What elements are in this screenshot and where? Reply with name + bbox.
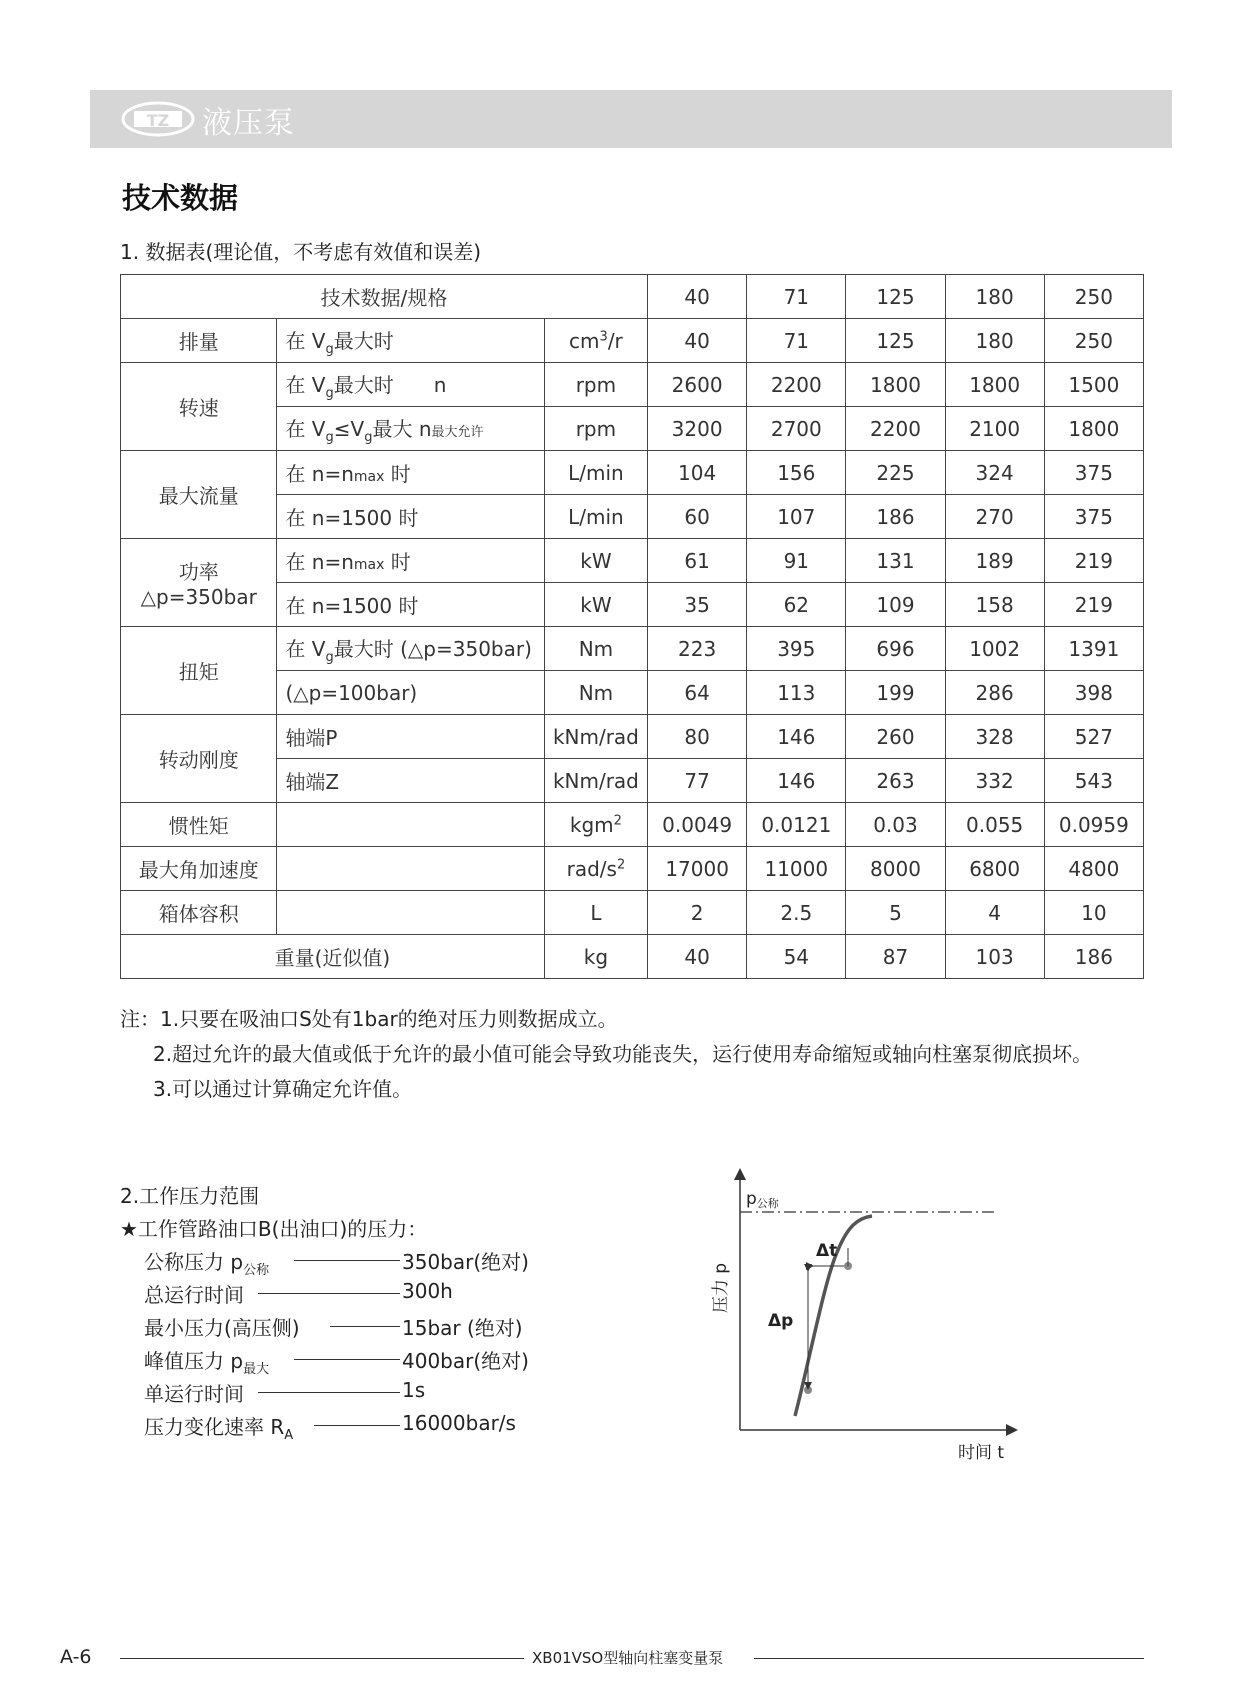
value-cell: 35 [648,583,747,627]
value-cell: 40 [648,319,747,363]
value-cell: 696 [846,627,945,671]
param-peak-pressure: 峰值压力 $p_{最大}$ 400bar(绝对) [144,1349,529,1377]
group-label: 功率 △p=350bar [121,539,277,627]
condition-cell: 在 n=nmax 时 [277,451,544,495]
value-cell: 2700 [747,407,846,451]
table-header-row [121,275,1144,319]
x-axis-label: 时间 t [958,1443,1005,1463]
value-cell: 6800 [945,847,1044,891]
value-cell: 270 [945,495,1044,539]
delta-p-label: Δp [768,1311,794,1331]
value-cell: 0.0959 [1044,803,1143,847]
unit-cell: rpm [544,363,647,407]
value-cell: 2.5 [747,891,846,935]
table-row [121,627,1144,671]
value-cell: 3200 [648,407,747,451]
condition-cell [277,891,544,935]
value-cell: 40 [648,935,747,979]
value-cell: 91 [747,539,846,583]
header-band [90,90,1172,148]
param-single-runtime: 单运行时间 1s [144,1378,426,1406]
size-cell: 125 [846,275,945,319]
value-cell: 398 [1044,671,1143,715]
condition-cell: 在 $V_g$最大时 (△p=350bar) [277,627,544,671]
group-label: 转动刚度 [121,715,277,803]
value-cell: 113 [747,671,846,715]
weight-label: 重量(近似值) [121,935,545,979]
size-cell: 40 [648,275,747,319]
unit-cell: Nm [544,627,647,671]
curve-start-point [804,1386,812,1394]
value-cell: 375 [1044,451,1143,495]
value-cell: 131 [846,539,945,583]
value-cell: 219 [1044,583,1143,627]
value-cell: 71 [747,319,846,363]
unit-cell: kW [544,539,647,583]
param-nominal-pressure: 公称压力 $p_{公称}$ 350bar(绝对) [144,1250,529,1278]
value-cell: 158 [945,583,1044,627]
param-min-pressure: 最小压力(高压侧) 15bar (绝对) [144,1316,523,1340]
value-cell: 2 [648,891,747,935]
table-row [121,363,1144,407]
value-cell: 10 [1044,891,1143,935]
unit-cell: L/min [544,451,647,495]
value-cell: 189 [945,539,1044,583]
brand-title: 液压泵 [202,106,295,141]
value-cell: 156 [747,451,846,495]
unit-cell: rad/$s^2$ [544,847,647,891]
table-caption: 1. 数据表(理论值，不考虑有效值和误差) [120,240,482,264]
value-cell: 80 [648,715,747,759]
value-cell: 527 [1044,715,1143,759]
value-cell: 77 [648,759,747,803]
table-row [121,451,1144,495]
param-pressure-rate: 压力变化速率 $R_A$ 16000bar/s [144,1411,516,1443]
header-label: 技术数据/规格 [121,275,648,319]
condition-cell [277,847,544,891]
group-label: 转速 [121,363,277,451]
group-label: 排量 [121,319,277,363]
nominal-pressure-label: p公称 [746,1189,779,1210]
value-cell: 543 [1044,759,1143,803]
condition-cell: (△p=100bar) [277,671,544,715]
value-cell: 2600 [648,363,747,407]
table-row [121,715,1144,759]
value-cell: 54 [747,935,846,979]
value-cell: 17000 [648,847,747,891]
value-cell: 223 [648,627,747,671]
value-cell: 225 [846,451,945,495]
table-row [121,847,1144,891]
value-cell: 332 [945,759,1044,803]
condition-cell: 在 $V_g$最大时 [277,319,544,363]
value-cell: 64 [648,671,747,715]
condition-cell: 轴端Z [277,759,544,803]
value-cell: 125 [846,319,945,363]
value-cell: 1800 [1044,407,1143,451]
value-cell: 0.055 [945,803,1044,847]
unit-cell: L/min [544,495,647,539]
value-cell: 1391 [1044,627,1143,671]
value-cell: 186 [1044,935,1143,979]
group-label: 扭矩 [121,627,277,715]
value-cell: 199 [846,671,945,715]
delta-t-label: Δt [816,1241,838,1261]
value-cell: 250 [1044,319,1143,363]
value-cell: 286 [945,671,1044,715]
value-cell: 324 [945,451,1044,495]
value-cell: 4800 [1044,847,1143,891]
value-cell: 2100 [945,407,1044,451]
group-label: 最大角加速度 [121,847,277,891]
unit-cell: kg [544,935,647,979]
footer-rule-left [120,1658,524,1659]
tz-logo-icon [120,99,196,139]
value-cell: 109 [846,583,945,627]
table-row [121,803,1144,847]
condition-cell: 轴端P [277,715,544,759]
value-cell: 1002 [945,627,1044,671]
value-cell: 87 [846,935,945,979]
size-cell: 71 [747,275,846,319]
value-cell: 375 [1044,495,1143,539]
note-line: 注：1.只要在吸油口S处有1bar的绝对压力则数据成立。 [120,1007,618,1031]
value-cell: 1800 [846,363,945,407]
footer-title: XB01VSO型轴向柱塞变量泵 [532,1649,724,1667]
value-cell: 103 [945,935,1044,979]
value-cell: 0.0121 [747,803,846,847]
value-cell: 328 [945,715,1044,759]
value-cell: 263 [846,759,945,803]
value-cell: 395 [747,627,846,671]
group-label: 箱体容积 [121,891,277,935]
value-cell: 4 [945,891,1044,935]
value-cell: 61 [648,539,747,583]
value-cell: 60 [648,495,747,539]
pressure-range-title: 2.工作压力范围 [120,1184,260,1208]
table-row [121,935,1144,979]
section-title: 技术数据 [122,181,239,215]
pressure-range-subtitle: ★工作管路油口B(出油口)的压力： [120,1217,428,1241]
value-cell: 5 [846,891,945,935]
condition-cell: 在 $V_g$最大时 n [277,363,544,407]
table-row [121,539,1144,583]
value-cell: 219 [1044,539,1143,583]
value-cell: 2200 [846,407,945,451]
table-row [121,319,1144,363]
value-cell: 0.03 [846,803,945,847]
group-label: 最大流量 [121,451,277,539]
value-cell: 1500 [1044,363,1143,407]
note-line: 3.可以通过计算确定允许值。 [153,1077,413,1101]
unit-cell: kW [544,583,647,627]
value-cell: 11000 [747,847,846,891]
unit-cell: Nm [544,671,647,715]
condition-cell: 在 n=1500 时 [277,495,544,539]
value-cell: 0.0049 [648,803,747,847]
spec-table [120,274,1144,979]
value-cell: 260 [846,715,945,759]
pressure-time-chart [700,1168,1030,1468]
value-cell: 104 [648,451,747,495]
logo-text: TZ [146,111,170,130]
value-cell: 8000 [846,847,945,891]
unit-cell: rpm [544,407,647,451]
condition-cell [277,803,544,847]
value-cell: 146 [747,759,846,803]
size-cell: 180 [945,275,1044,319]
table-row [121,891,1144,935]
param-total-runtime: 总运行时间 300h [144,1279,453,1307]
value-cell: 180 [945,319,1044,363]
value-cell: 186 [846,495,945,539]
value-cell: 2200 [747,363,846,407]
unit-cell: kgm$^2$ [544,803,647,847]
unit-cell: kNm/rad [544,715,647,759]
y-axis-label: 压力 p [711,1262,731,1314]
value-cell: 62 [747,583,846,627]
value-cell: 107 [747,495,846,539]
unit-cell: $cm^3/r$ [544,319,647,363]
value-cell: 1800 [945,363,1044,407]
note-line: 2.超过允许的最大值或低于允许的最小值可能会导致功能丧失，运行使用寿命缩短或轴向柱塞泵彻底损坏。 [153,1042,1093,1066]
notes-block [120,1002,1092,1107]
condition-cell: 在 $V_g\le V_g$最大 n最大允许 [277,407,544,451]
group-label: 惯性矩 [121,803,277,847]
footer-rule-right [754,1658,1144,1659]
unit-cell: kNm/rad [544,759,647,803]
size-cell: 250 [1044,275,1143,319]
page-number: A-6 [60,1646,92,1668]
value-cell: 146 [747,715,846,759]
condition-cell: 在 n=nmax 时 [277,539,544,583]
unit-cell: L [544,891,647,935]
condition-cell: 在 n=1500 时 [277,583,544,627]
